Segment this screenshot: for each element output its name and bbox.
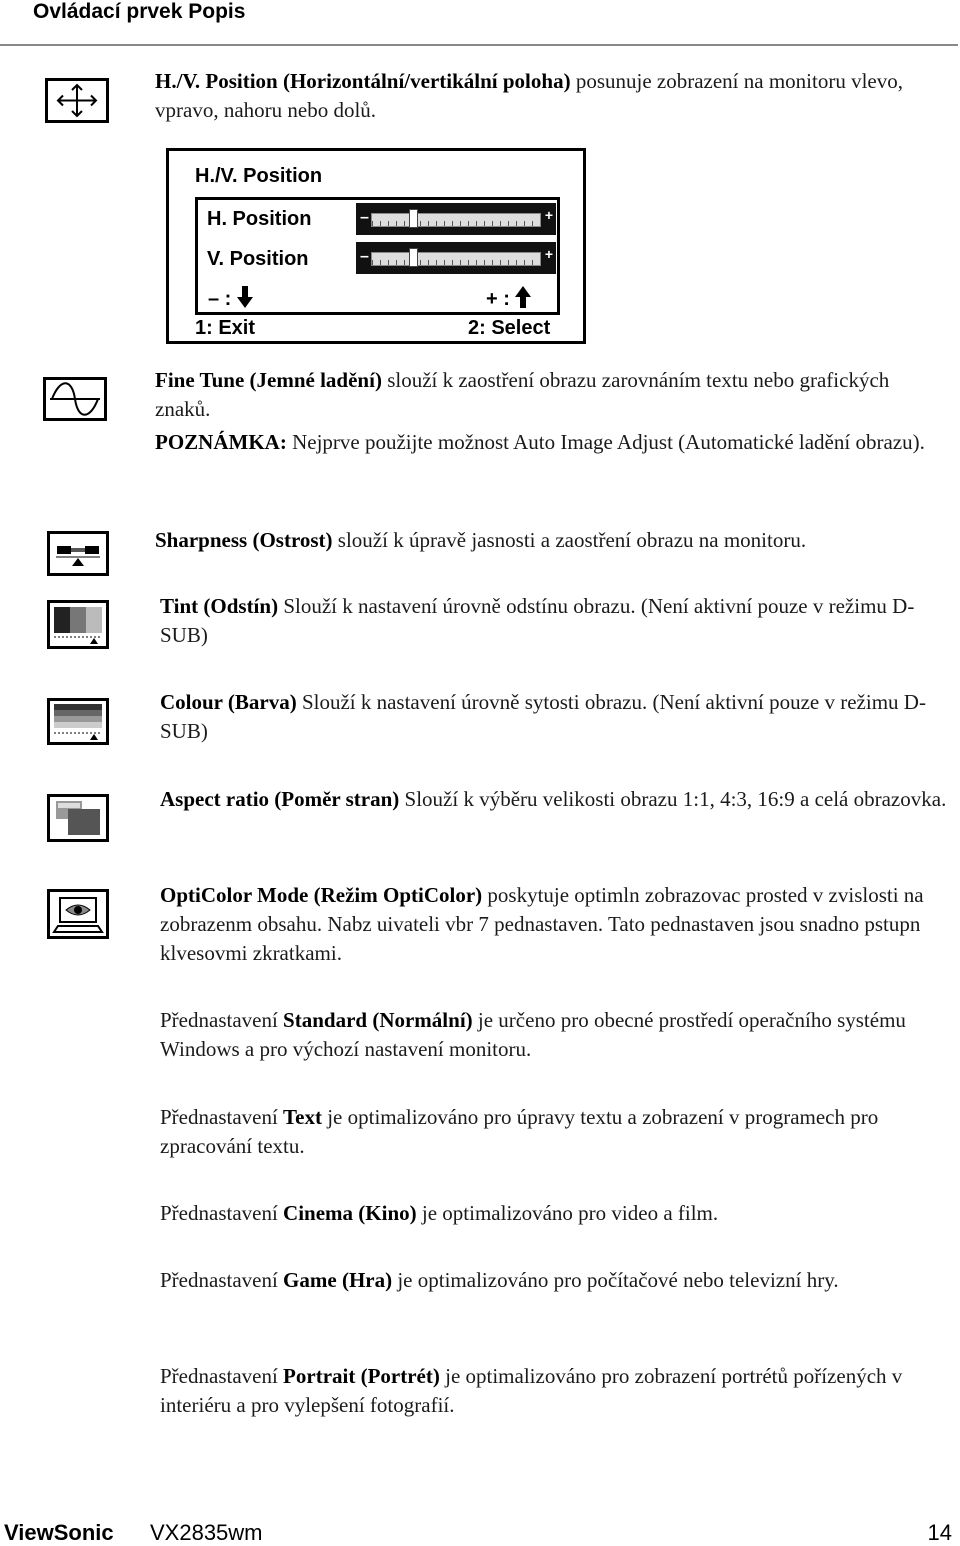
page-number: 14 bbox=[927, 1520, 952, 1545]
osd-title: H./V. Position bbox=[195, 165, 323, 187]
tint-description: Tint (Odstín) Slouží k nastavení úrovně odstínu obrazu. (Není aktivní pouze v režimu D-SUB) bbox=[160, 594, 915, 647]
sine-wave-icon bbox=[43, 377, 107, 421]
finetune-description: Fine Tune (Jemné ladění) slouží k zaostření obrazu zarovnáním textu nebo grafických znaků. bbox=[155, 368, 890, 421]
slider-thumb[interactable] bbox=[409, 248, 418, 267]
minus-hint: – : bbox=[208, 286, 253, 311]
aspect-description: Aspect ratio (Poměr stran) Slouží k výběru velikosti obrazu 1:1, 4:3, 16:9 a celá obrazovka. bbox=[160, 787, 947, 811]
h-position-label: H. Position bbox=[207, 208, 312, 230]
aspect-ratio-icon bbox=[47, 794, 109, 842]
preset-cinema: Přednastavení Cinema (Kino) je optimalizováno pro video a film. bbox=[160, 1201, 719, 1225]
colour-icon bbox=[47, 698, 109, 745]
sharpness-description: Sharpness (Ostrost) slouží k úpravě jasnosti a zaostření obrazu na monitoru. bbox=[155, 528, 807, 552]
v-position-label: V. Position bbox=[207, 248, 309, 270]
slider-ticks bbox=[372, 260, 540, 265]
slider-ticks bbox=[372, 221, 540, 226]
arrow-down-icon bbox=[237, 286, 253, 308]
opticolor-description: OptiColor Mode (Režim OptiColor) poskytuje optimln zobrazovac prosted v zvislosti na zobrazenm obsahu. Nabz uivateli vbr 7 pednastaven. Tato pednastaven jsou snadno pstupn klvesovmi zkratkami. bbox=[160, 883, 924, 965]
header-divider bbox=[0, 44, 958, 46]
slider-track bbox=[371, 213, 541, 227]
footer-brand: ViewSonic bbox=[4, 1520, 114, 1545]
preset-portrait: Přednastavení Portrait (Portrét) je optimalizováno pro zobrazení portrétů pořízených v interiéru a pro vylepšení fotografií. bbox=[160, 1364, 903, 1417]
osd-panel bbox=[195, 197, 560, 315]
monitor-eye-icon bbox=[47, 889, 109, 939]
colour-description: Colour (Barva) Slouží k nastavení úrovně sytosti obrazu. (Není aktivní pouze v režimu D-SUB) bbox=[160, 690, 926, 743]
move-arrows-icon bbox=[45, 78, 109, 123]
minus-sign: – bbox=[360, 209, 369, 226]
tint-icon bbox=[47, 600, 109, 649]
plus-hint: + : bbox=[486, 286, 531, 311]
preset-standard: Přednastavení Standard (Normální) je určeno pro obecné prostředí operačního systému Windows a pro výchozí nastavení monitoru. bbox=[160, 1008, 906, 1061]
slider-track bbox=[371, 252, 541, 266]
plus-sign: + bbox=[544, 246, 553, 262]
plus-sign: + bbox=[544, 207, 553, 223]
v-position-slider[interactable] bbox=[356, 242, 556, 274]
osd-select-hint: 2: Select bbox=[468, 317, 551, 339]
h-position-slider[interactable] bbox=[356, 203, 556, 235]
position-description: H./V. Position (Horizontální/vertikální poloha) posunuje zobrazení na monitoru vlevo, vpravo, nahoru nebo dolů. bbox=[155, 69, 903, 122]
osd-position-dialog bbox=[166, 148, 586, 344]
arrow-up-icon bbox=[515, 286, 531, 308]
sharpness-icon bbox=[47, 531, 109, 576]
preset-game: Přednastavení Game (Hra) je optimalizováno pro počítačové nebo televizní hry. bbox=[160, 1268, 839, 1292]
preset-text: Přednastavení Text je optimalizováno pro úpravy textu a zobrazení v programech pro zpracování textu. bbox=[160, 1105, 879, 1158]
slider-thumb[interactable] bbox=[409, 209, 418, 228]
osd-exit-hint: 1: Exit bbox=[195, 317, 256, 339]
footer-model: VX2835wm bbox=[150, 1520, 263, 1545]
minus-sign: – bbox=[360, 248, 369, 265]
note-description: POZNÁMKA: Nejprve použijte možnost Auto Image Adjust (Automatické ladění obrazu). bbox=[155, 430, 925, 454]
page-header-title: Ovládací prvek Popis bbox=[33, 0, 246, 23]
